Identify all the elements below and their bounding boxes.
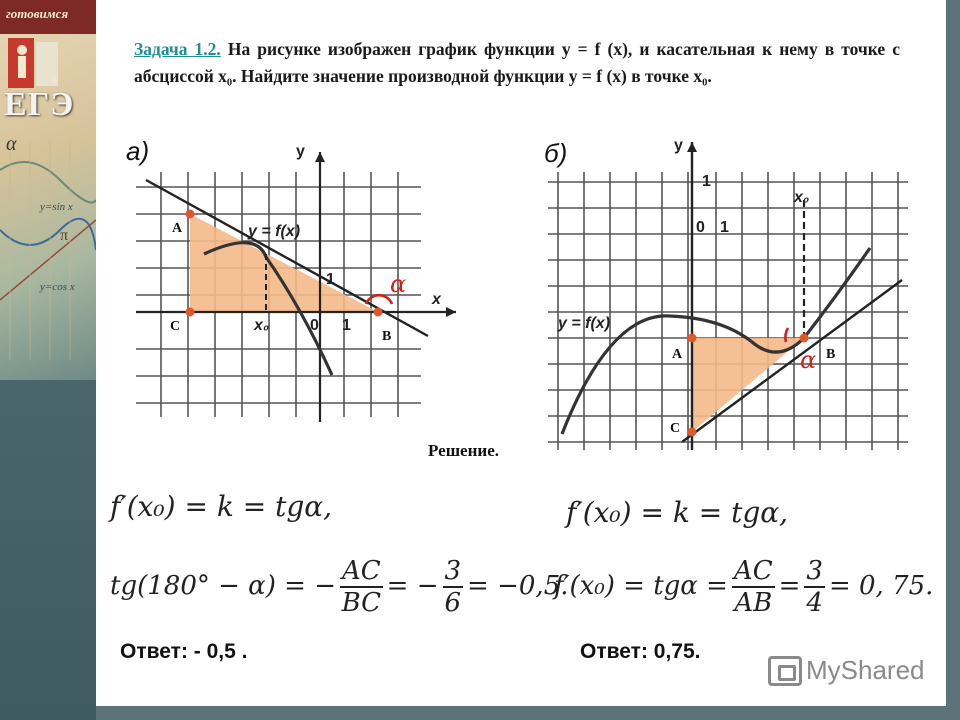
graph-a-label-a: A	[172, 221, 183, 236]
left-frac-ac-bc	[340, 556, 383, 618]
left-formula-2-end: = −0,5.	[467, 571, 569, 601]
graph-a-point-c	[186, 308, 195, 317]
cover-letter-k: к	[52, 72, 59, 87]
left-frac2-num: 3	[444, 556, 462, 586]
left-formula-2-mid: = −	[386, 571, 439, 601]
graph-a-tick-zero: 0	[310, 317, 319, 334]
graph-a-angle-label: α	[390, 270, 407, 298]
svg-text:π: π	[60, 227, 69, 244]
cover-banner-text: готовимся	[6, 6, 69, 21]
graph-a-point-a	[186, 210, 195, 219]
right-formula-2-lhs: f′(x₀) = tgα =	[554, 571, 728, 601]
graph-b-angle-label: α	[800, 346, 817, 374]
graph-b-curve-label: y = f(x)	[558, 315, 611, 332]
left-decor-strip	[0, 0, 96, 720]
answer-left: Ответ: - 0,5 .	[120, 640, 248, 663]
left-frac1-den: BC	[341, 588, 382, 618]
answer-right: Ответ: 0,75.	[580, 640, 701, 663]
right-frac2-num: 3	[806, 556, 823, 586]
slide	[96, 0, 946, 706]
graph-a-x-label: x	[432, 291, 441, 308]
right-frac1-num: AC	[733, 556, 773, 586]
svg-text:α: α	[6, 133, 17, 155]
graph-b-x0-label: x₀	[794, 189, 810, 206]
graph-b-label-b: B	[826, 347, 836, 362]
right-formula-2	[554, 556, 933, 618]
left-formula-1: f′(x₀) = k = tgα,	[110, 490, 333, 523]
left-frac-3-6	[443, 556, 464, 618]
graph-a-curve-label: y = f(x)	[248, 223, 301, 240]
graph-b-point-b	[800, 334, 809, 343]
graph-b-y-label: y	[674, 137, 683, 154]
graph-b-caption: б)	[544, 138, 568, 168]
svg-text:y=sin x: y=sin x	[40, 201, 73, 213]
left-frac2-den: 6	[444, 588, 462, 618]
right-formula-2-mid: =	[778, 571, 801, 601]
myshared-watermark-text: MyShared	[806, 655, 925, 685]
myshared-logo-icon	[768, 656, 802, 686]
graph-a-y-label: y	[296, 143, 305, 160]
right-frac-3-4	[804, 556, 825, 618]
graph-a-y-arrow-icon	[315, 152, 325, 162]
task-statement	[134, 36, 900, 90]
graph-a-caption: а)	[126, 136, 150, 166]
graph-a-x0-label: x₀	[254, 317, 270, 334]
graph-b-point-a	[688, 334, 697, 343]
myshared-watermark	[768, 655, 925, 686]
right-formula-1: f′(x₀) = k = tgα,	[566, 496, 789, 529]
right-frac1-den: AB	[734, 588, 773, 618]
cover-exam-word: ЕГЭ	[4, 86, 75, 123]
graph-a-label-c: C	[170, 319, 181, 334]
right-frac2-den: 4	[806, 588, 823, 618]
left-formula-2-lhs: tg(180° − α) = −	[110, 571, 336, 601]
graph-b	[540, 132, 920, 452]
graph-b-triangle	[692, 338, 804, 432]
graph-a-label-b: B	[382, 329, 392, 344]
task-text: На рисунке изображен график функции y = f (x), и касательная к нему в точке с абсциссой x₀. Найдите значение производной функции y = f (x) в точке x₀.	[134, 39, 901, 86]
graph-b-point-c	[688, 428, 697, 437]
right-formula-2-end: = 0, 75.	[828, 571, 934, 601]
ege-cover-image	[0, 0, 96, 380]
cover-artwork	[0, 0, 96, 380]
graph-a-point-b	[374, 308, 383, 317]
right-frac-ac-ab	[732, 556, 775, 618]
graph-a-tick-one-x: 1	[342, 317, 351, 334]
task-label: Задача 1.2.	[134, 39, 221, 59]
graph-b-tick-one-y: 1	[702, 173, 711, 190]
graph-a-x-arrow-icon	[446, 307, 456, 317]
graph-b-label-a: A	[672, 347, 683, 362]
graph-b-tick-zero: 0	[696, 219, 705, 236]
graph-a	[116, 132, 466, 427]
graph-b-y-arrow-icon	[687, 142, 697, 152]
graph-b-label-c: C	[670, 421, 681, 436]
graph-a-tick-one-y: 1	[326, 271, 335, 288]
solution-heading: Решение.	[428, 441, 499, 460]
left-frac1-num: AC	[341, 556, 381, 586]
graph-b-tick-one-x: 1	[720, 219, 729, 236]
left-formula-2	[110, 556, 569, 618]
svg-text:y=cos x: y=cos x	[40, 281, 75, 293]
